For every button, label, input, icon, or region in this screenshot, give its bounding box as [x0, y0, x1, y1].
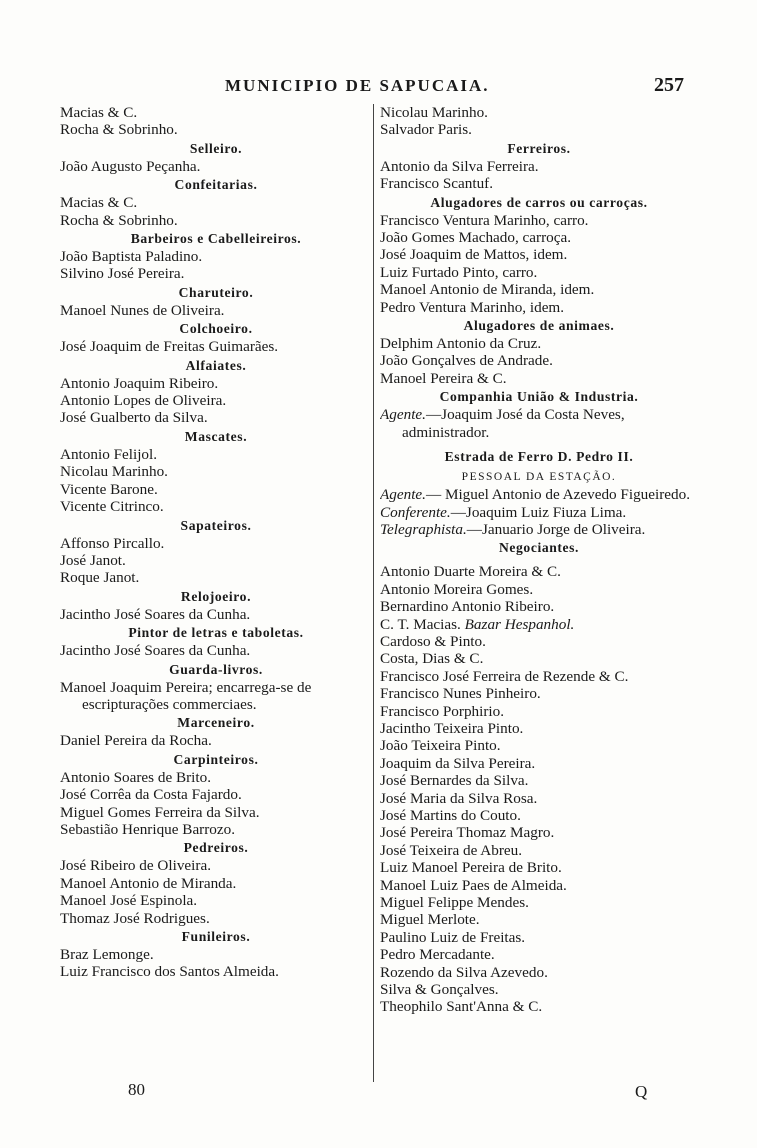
- list-item: [380, 406, 698, 441]
- list-item: Nicolau Marinho.: [60, 463, 168, 481]
- list-item: João Augusto Peçanha.: [60, 157, 201, 175]
- list-item: Luiz Francisco dos Santos Almeida.: [60, 963, 279, 981]
- page-number: 257: [654, 74, 684, 96]
- list-item: José Martins do Couto.: [380, 807, 521, 824]
- list-item: José Pereira Thomaz Magro.: [380, 824, 555, 842]
- list-item: José Bernardes da Silva.: [380, 772, 529, 790]
- section-heading-alfaiates: Alfaiates.: [185, 357, 247, 373]
- section-heading-sapateiros: Sapateiros.: [180, 517, 252, 533]
- list-item: José Teixeira de Abreu.: [380, 841, 523, 859]
- signature-mark: 80: [128, 1080, 145, 1099]
- list-item: João Gomes Machado, carroça.: [380, 229, 572, 247]
- list-item: Silvino José Pereira.: [60, 265, 185, 283]
- list-item: Delphim Antonio da Cruz.: [380, 335, 542, 353]
- section-heading-relojoeiro: Relojoeiro.: [180, 588, 252, 604]
- list-item: Antonio Duarte Moreira & C.: [380, 563, 561, 581]
- page-header: [0, 76, 757, 100]
- list-item: Costa, Dias & C.: [380, 650, 484, 668]
- list-item: João Teixeira Pinto.: [380, 737, 501, 755]
- role-label: Telegraphista.: [380, 520, 467, 538]
- list-item: Antonio Soares de Brito.: [60, 768, 212, 786]
- section-heading-charuteiro: Charuteiro.: [178, 284, 254, 300]
- list-item: Roque Janot.: [60, 569, 140, 587]
- role-label: Agente.: [380, 486, 426, 504]
- list-item: José Janot.: [60, 551, 126, 569]
- list-item: Luiz Furtado Pinto, carro.: [380, 263, 538, 281]
- list-item: Antonio Joaquim Ribeiro.: [60, 374, 219, 392]
- list-item: Vicente Citrinco.: [60, 498, 164, 516]
- list-item: Antonio Moreira Gomes.: [380, 580, 534, 598]
- list-item: José Ribeiro de Oliveira.: [60, 857, 211, 875]
- list-item: [380, 521, 698, 538]
- running-head: MUNICIPIO DE SAPUCAIA.: [225, 76, 490, 95]
- column-divider: [373, 104, 374, 1082]
- list-item: Silva & Gonçalves.: [380, 981, 499, 999]
- list-item: José Joaquim de Mattos, idem.: [380, 246, 568, 264]
- list-item: Nicolau Marinho.: [380, 104, 488, 121]
- right-column: [380, 104, 698, 1016]
- list-item: Affonso Pircallo.: [60, 534, 165, 552]
- list-item: José Gualberto da Silva.: [60, 409, 208, 427]
- list-item: Miguel Gomes Ferreira da Silva.: [60, 803, 260, 821]
- list-item: João Gonçalves de Andrade.: [380, 352, 553, 370]
- list-item: Manoel José Espinola.: [60, 892, 198, 910]
- list-item: Macias & C.: [60, 104, 138, 121]
- person-name: — Miguel Antonio de Azevedo Figueiredo.: [425, 486, 691, 504]
- list-item: Antonio Lopes de Oliveira.: [60, 392, 227, 410]
- list-item: [380, 486, 698, 503]
- subheading-pessoal: PESSOAL DA ESTAÇÃO.: [461, 471, 617, 484]
- section-heading-selleiro: Selleiro.: [189, 140, 243, 156]
- list-item: Paulino Luiz de Freitas.: [380, 928, 526, 946]
- merchant-name: C. T. Macias.: [380, 615, 465, 633]
- list-item: Jacintho Teixeira Pinto.: [380, 719, 524, 737]
- person-name: —Joaquim José da Costa Neves, administrador.: [402, 406, 625, 441]
- list-item: Miguel Merlote.: [380, 911, 480, 929]
- section-heading-guarda-livros: Guarda-livros.: [169, 661, 263, 677]
- list-item: Cardoso & Pinto.: [380, 632, 486, 650]
- section-heading-negociantes: Negociantes.: [498, 540, 580, 556]
- list-item: Francisco José Ferreira de Rezende & C.: [380, 667, 629, 685]
- list-item: Manoel Luiz Paes de Almeida.: [380, 876, 567, 894]
- list-item: Manoel Antonio de Miranda.: [60, 874, 237, 892]
- section-heading-colchoeiro: Colchoeiro.: [179, 321, 253, 337]
- role-label: Agente.: [380, 406, 426, 424]
- list-item: Manoel Joaquim Pereira; encarrega-se de escripturações commerciaes.: [60, 678, 312, 713]
- list-item: Miguel Felippe Mendes.: [380, 894, 529, 912]
- list-item: Jacintho José Soares da Cunha.: [60, 605, 251, 623]
- section-heading-carpinteiros: Carpinteiros.: [173, 751, 259, 767]
- list-item: Manoel Antonio de Miranda, idem.: [380, 281, 595, 299]
- list-item: Luiz Manoel Pereira de Brito.: [380, 859, 562, 877]
- list-item: Sebastião Henrique Barrozo.: [60, 820, 236, 838]
- list-item: Francisco Porphirio.: [380, 702, 505, 720]
- list-item: Vicente Barone.: [60, 480, 158, 498]
- list-item: Bernardino Antonio Ribeiro.: [380, 598, 555, 616]
- list-item: João Baptista Paladino.: [60, 248, 203, 266]
- section-heading-funileiros: Funileiros.: [181, 929, 251, 944]
- section-heading-marceneiro: Marceneiro.: [177, 715, 255, 731]
- list-item: [380, 616, 698, 633]
- list-item: Joaquim da Silva Pereira.: [380, 754, 536, 772]
- left-column: [60, 104, 372, 981]
- list-item: Manoel Pereira & C.: [380, 369, 507, 387]
- shop-name: Bazar Hespanhol.: [464, 615, 575, 633]
- section-heading-confeitarias: Confeitarias.: [174, 177, 258, 193]
- section-heading-barbeiros: Barbeiros e Cabelleireiros.: [130, 231, 302, 247]
- list-item: Francisco Scantuf.: [380, 175, 494, 193]
- section-heading-pintor: Pintor de letras e taboletas.: [128, 625, 304, 641]
- list-item: Francisco Ventura Marinho, carro.: [380, 211, 589, 229]
- section-heading-pedreiros: Pedreiros.: [183, 840, 249, 856]
- list-item: Pedro Mercadante.: [380, 946, 495, 964]
- section-heading-estrada: Estrada de Ferro D. Pedro II.: [444, 449, 634, 465]
- list-item: Salvador Paris.: [380, 121, 472, 139]
- list-item: Manoel Nunes de Oliveira.: [60, 301, 225, 319]
- list-item: Macias & C.: [60, 194, 138, 212]
- list-item: José Maria da Silva Rosa.: [380, 789, 538, 807]
- list-item: Daniel Pereira da Rocha.: [60, 732, 212, 750]
- list-item: Jacintho José Soares da Cunha.: [60, 642, 251, 660]
- list-item: Antonio da Silva Ferreira.: [380, 157, 539, 175]
- list-item: Francisco Nunes Pinheiro.: [380, 685, 541, 703]
- list-item: Thomaz José Rodrigues.: [60, 909, 210, 927]
- list-item: [380, 504, 698, 521]
- list-item: Theophilo Sant'Anna & C.: [380, 998, 543, 1016]
- list-item: Antonio Felijol.: [60, 445, 158, 463]
- list-item: Rocha & Sobrinho.: [60, 211, 178, 229]
- section-heading-ferreiros: Ferreiros.: [507, 140, 571, 156]
- list-item: Braz Lemonge.: [60, 946, 154, 963]
- list-item: Rocha & Sobrinho.: [60, 121, 178, 139]
- list-item: José Joaquim de Freitas Guimarães.: [60, 338, 279, 356]
- section-heading-companhia: Companhia União & Industria.: [439, 389, 639, 405]
- person-name: —Joaquim Luiz Fiuza Lima.: [450, 503, 627, 521]
- section-heading-alugadores-carros: Alugadores de carros ou carroças.: [430, 194, 648, 210]
- list-item: Pedro Ventura Marinho, idem.: [380, 298, 565, 316]
- list-item: José Corrêa da Costa Fajardo.: [60, 786, 242, 804]
- gathering-letter: Q: [635, 1082, 648, 1101]
- list-item: Rozendo da Silva Azevedo.: [380, 963, 548, 981]
- person-name: —Januario Jorge de Oliveira.: [466, 520, 646, 538]
- section-heading-alugadores-animaes: Alugadores de animaes.: [463, 318, 615, 334]
- section-heading-mascates: Mascates.: [184, 428, 248, 444]
- role-label: Conferente.: [380, 503, 451, 521]
